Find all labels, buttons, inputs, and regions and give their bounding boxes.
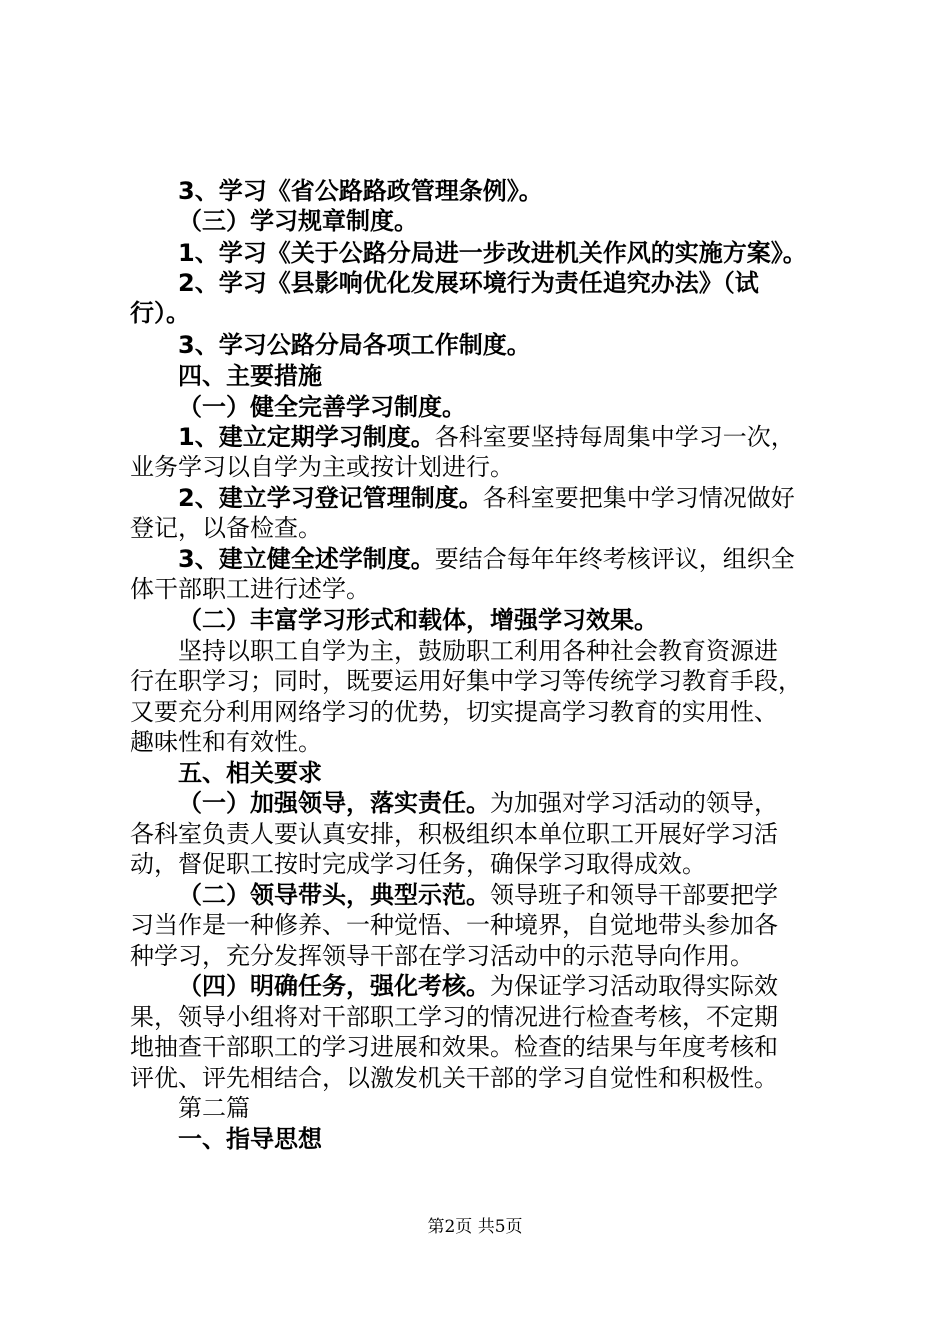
- text-bold: 2、学习《县影响优化发展环境行为责任追究办法》（试: [178, 269, 759, 297]
- text-normal: 领导班子和领导干部要把学: [490, 881, 778, 909]
- text-line: [178, 880, 778, 910]
- text-line: [178, 361, 322, 391]
- text-normal: 第二篇: [178, 1094, 250, 1122]
- text-normal: 各科室要把集中学习情况做好: [482, 484, 795, 512]
- text-line: [130, 1032, 778, 1062]
- text-line: [178, 422, 795, 452]
- text-line: [130, 1063, 778, 1093]
- text-normal: 趣味性和有效性。: [130, 728, 322, 756]
- text-bold: （一）健全完善学习制度。: [178, 393, 466, 421]
- text-line: [178, 636, 778, 666]
- text-line: [130, 513, 322, 543]
- text-line: [178, 176, 543, 206]
- text-bold: 一、指导思想: [178, 1125, 322, 1153]
- text-normal: 体干部职工进行述学。: [130, 575, 370, 603]
- text-line: [130, 941, 754, 971]
- text-line: [178, 330, 531, 360]
- text-bold: （一）加强领导，落实责任。: [178, 789, 490, 817]
- text-line: [178, 971, 778, 1001]
- text-line: [130, 849, 706, 879]
- page-number-footer: 第2页 共5页: [427, 1217, 523, 1237]
- text-bold: （二）丰富学习形式和载体，增强学习效果。: [178, 606, 658, 634]
- text-line: [178, 788, 778, 818]
- text-bold: 2、建立学习登记管理制度。: [178, 484, 483, 512]
- text-line: [178, 206, 418, 236]
- text-line: [130, 452, 514, 482]
- text-normal: 习当作是一种修养、一种觉悟、一种境界，自觉地带头参加各: [130, 911, 778, 939]
- text-normal: 为保证学习活动取得实际效: [490, 972, 778, 1000]
- text-normal: 为加强对学习活动的领导，: [490, 789, 778, 817]
- text-normal: 登记，以备检查。: [130, 514, 322, 542]
- text-bold: 3、学习《省公路路政管理条例》。: [178, 177, 543, 205]
- text-line: [178, 1124, 322, 1154]
- text-normal: 坚持以职工自学为主，鼓励职工利用各种社会教育资源进: [178, 637, 778, 665]
- text-normal: 要结合每年年终考核评议，组织全: [434, 545, 795, 573]
- text-bold: 四、主要措施: [178, 362, 322, 390]
- text-line: [178, 268, 759, 298]
- text-normal: 又要充分利用网络学习的优势，切实提高学习教育的实用性、: [130, 698, 778, 726]
- text-normal: 动，督促职工按时完成学习任务，确保学习取得成效。: [130, 850, 706, 878]
- text-line: [130, 1002, 778, 1032]
- text-normal: 种学习，充分发挥领导干部在学习活动中的示范导向作用。: [130, 942, 754, 970]
- text-normal: 各科室要坚持每周集中学习一次，: [434, 423, 795, 451]
- text-line: [178, 544, 795, 574]
- text-line: [178, 392, 466, 422]
- text-normal: 评优、评先相结合，以激发机关干部的学习自觉性和积极性。: [130, 1064, 778, 1092]
- text-line: [130, 910, 778, 940]
- text-line: [130, 727, 322, 757]
- text-normal: 业务学习以自学为主或按计划进行。: [130, 453, 514, 481]
- text-line: [130, 819, 778, 849]
- text-normal: 各科室负责人要认真安排，积极组织本单位职工开展好学习活: [130, 820, 778, 848]
- text-normal: 果，领导小组将对干部职工学习的情况进行检查考核，不定期: [130, 1003, 778, 1031]
- text-bold: （四）明确任务，强化考核。: [178, 972, 490, 1000]
- text-bold: 3、建立健全述学制度。: [178, 545, 435, 573]
- text-bold: （三）学习规章制度。: [178, 207, 418, 235]
- text-bold: （二）领导带头，典型示范。: [178, 881, 490, 909]
- text-normal: 地抽查干部职工的学习进展和效果。检查的结果与年度考核和: [130, 1033, 778, 1061]
- text-line: [178, 483, 795, 513]
- text-bold: 五、相关要求: [178, 759, 322, 787]
- text-bold: 1、学习《关于公路分局进一步改进机关作风的实施方案》。: [178, 239, 807, 267]
- text-line: [178, 1093, 250, 1123]
- text-line: [178, 238, 807, 268]
- text-bold: 1、建立定期学习制度。: [178, 423, 435, 451]
- text-line: [130, 298, 190, 328]
- text-line: [178, 605, 658, 635]
- text-normal: 行在职学习；同时，既要运用好集中学习等传统学习教育手段，: [130, 667, 802, 695]
- text-bold: 3、学习公路分局各项工作制度。: [178, 331, 531, 359]
- text-line: [130, 574, 370, 604]
- text-line: [178, 758, 322, 788]
- text-line: [130, 666, 802, 696]
- text-bold: 行）。: [130, 299, 190, 327]
- text-line: [130, 697, 778, 727]
